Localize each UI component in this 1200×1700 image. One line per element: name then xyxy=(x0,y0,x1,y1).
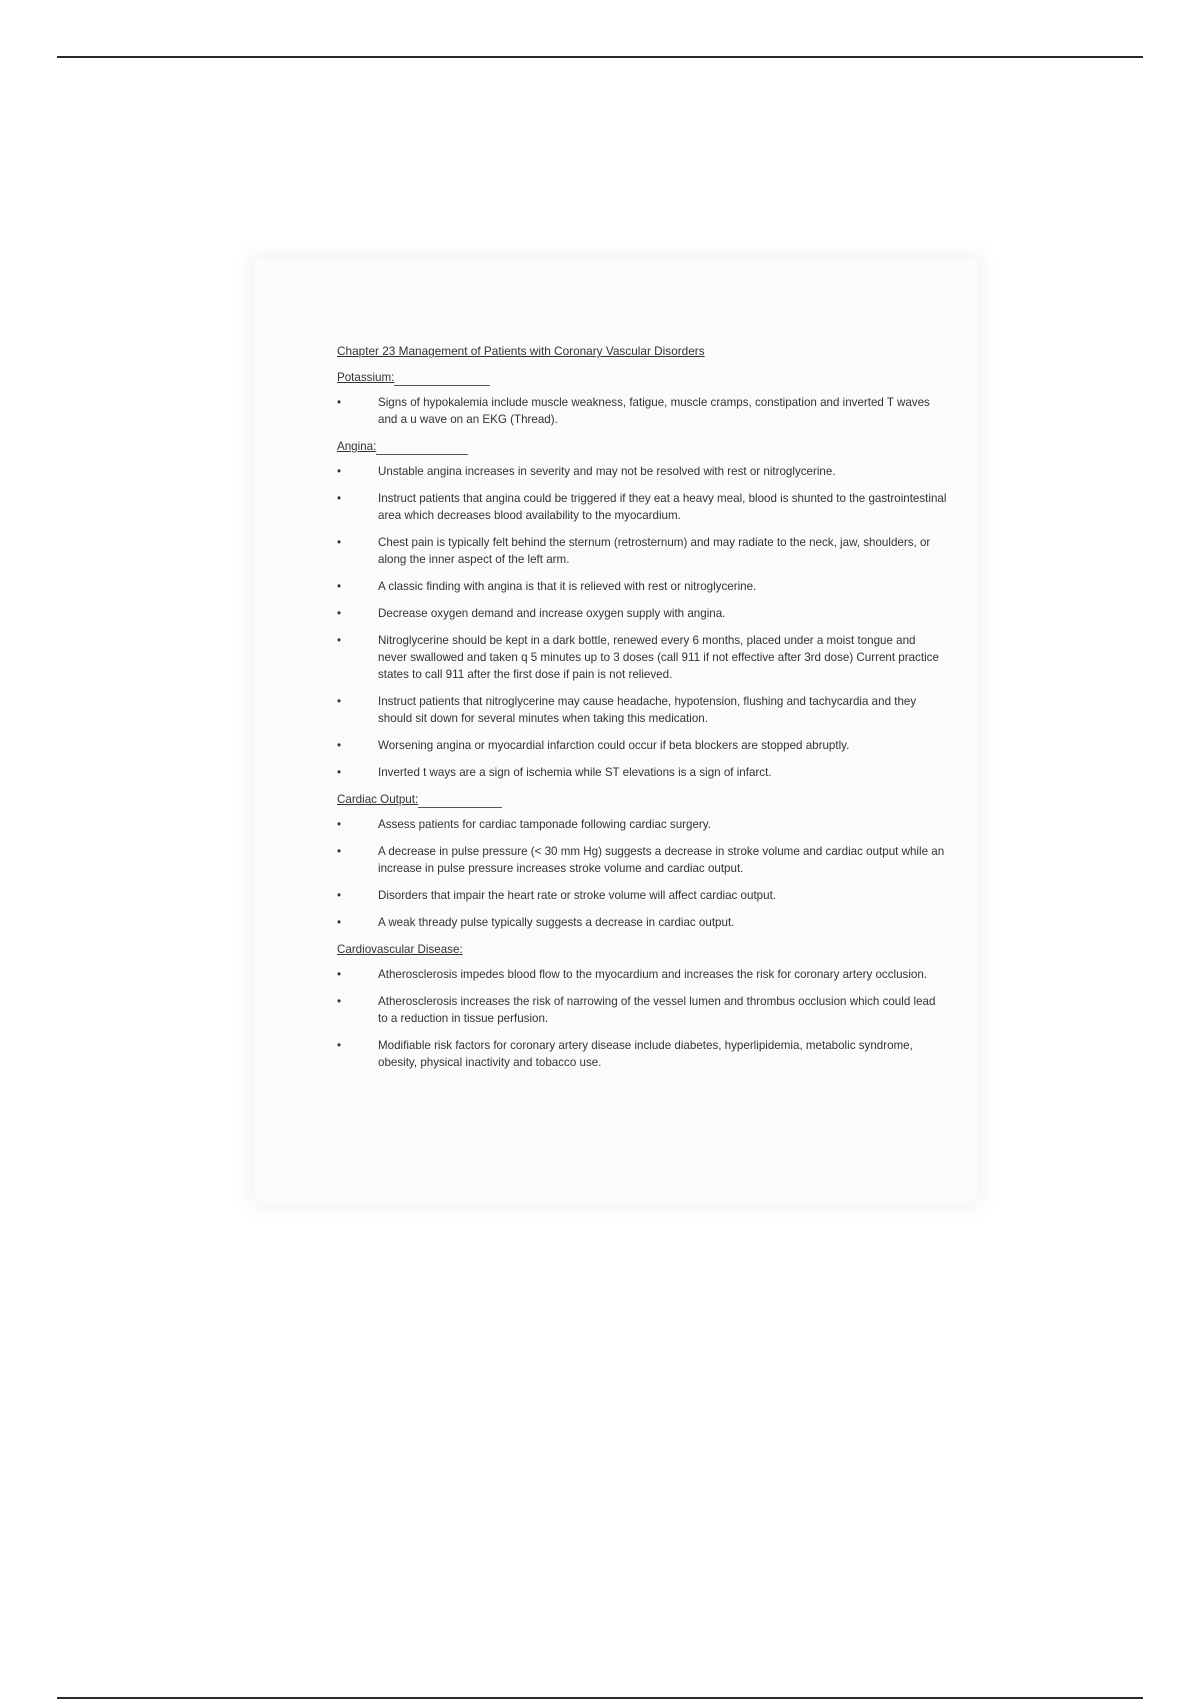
list-item-text: Disorders that impair the heart rate or stroke volume will affect cardiac output. xyxy=(378,889,777,902)
heading-underline xyxy=(376,441,468,455)
bullet-icon: • xyxy=(337,845,342,858)
bullet-icon: • xyxy=(337,818,342,831)
list-item-text: Chest pain is typically felt behind the sternum (retrosternum) and may radiate to the neck, jaw, shoulders, or along the inner aspect of the left arm. xyxy=(378,536,931,566)
bullet-icon: • xyxy=(337,580,342,593)
document-title: Chapter 23 Management of Patients with Coronary Vascular Disorders xyxy=(337,344,705,358)
bullet-icon: • xyxy=(337,536,342,549)
list-item-text: Decrease oxygen demand and increase oxygen supply with angina. xyxy=(378,607,726,620)
list-item-text: Inverted t ways are a sign of ischemia while ST elevations is a sign of infarct. xyxy=(378,766,772,779)
list-item-text: Nitroglycerine should be kept in a dark bottle, renewed every 6 months, placed under a moist tongue and never swallowed and taken q 5 minutes up to 3 doses (call 911 if not effective after 3rd dose) Current practice states to call 911 after the first dose if pain is not relieved. xyxy=(378,634,939,681)
list-item xyxy=(337,887,947,904)
list-item-text: A classic finding with angina is that it is relieved with rest or nitroglycerine. xyxy=(378,580,757,593)
bullet-icon: • xyxy=(337,492,342,505)
list-item-text: Unstable angina increases in severity and may not be resolved with rest or nitroglycerine. xyxy=(378,465,836,478)
bullet-list xyxy=(337,816,947,931)
list-item xyxy=(337,605,947,622)
heading-underline xyxy=(418,794,502,808)
list-item xyxy=(337,966,947,983)
bullet-list xyxy=(337,394,947,428)
list-item-text: Worsening angina or myocardial infarction could occur if beta blockers are stopped abruptly. xyxy=(378,739,850,752)
bullet-icon: • xyxy=(337,995,342,1008)
section-heading-row xyxy=(337,791,947,808)
list-item xyxy=(337,737,947,754)
list-item-text: Instruct patients that angina could be triggered if they eat a heavy meal, blood is shunted to the gastrointestinal area which decreases blood availability to the myocardium. xyxy=(378,492,947,522)
section-heading-row xyxy=(337,369,947,386)
bullet-icon: • xyxy=(337,1039,342,1052)
bullet-icon: • xyxy=(337,396,342,409)
list-item xyxy=(337,578,947,595)
list-item-text: Atherosclerosis increases the risk of narrowing of the vessel lumen and thrombus occlusion which could lead to a reduction in tissue perfusion. xyxy=(378,995,936,1025)
list-item xyxy=(337,816,947,833)
list-item xyxy=(337,993,947,1027)
list-item xyxy=(337,764,947,781)
list-item xyxy=(337,914,947,931)
bullet-icon: • xyxy=(337,739,342,752)
list-item-text: Instruct patients that nitroglycerine may cause headache, hypotension, flushing and tachycardia and they should sit down for several minutes when taking this medication. xyxy=(378,695,917,725)
section-heading-row xyxy=(337,941,947,958)
list-item-text: Modifiable risk factors for coronary artery disease include diabetes, hyperlipidemia, metabolic syndrome, obesity, physical inactivity and tobacco use. xyxy=(378,1039,913,1069)
bullet-icon: • xyxy=(337,465,342,478)
list-item xyxy=(337,1037,947,1071)
document-page-image xyxy=(255,258,977,1203)
bullet-icon: • xyxy=(337,607,342,620)
section-heading: Potassium: xyxy=(337,371,395,384)
heading-underline xyxy=(394,372,490,386)
bottom-rule xyxy=(57,1697,1143,1699)
list-item xyxy=(337,463,947,480)
bullet-icon: • xyxy=(337,968,342,981)
top-rule xyxy=(57,56,1143,58)
list-item-text: A decrease in pulse pressure (< 30 mm Hg) suggests a decrease in stroke volume and cardiac output while an increase in pulse pressure increases stroke volume and cardiac output. xyxy=(378,845,945,875)
section-heading: Cardiac Output: xyxy=(337,793,419,806)
section-heading-row xyxy=(337,438,947,455)
list-item-text: Assess patients for cardiac tamponade following cardiac surgery. xyxy=(378,818,711,831)
list-item xyxy=(337,534,947,568)
list-item xyxy=(337,693,947,727)
list-item-text: Atherosclerosis impedes blood flow to the myocardium and increases the risk for coronary artery occlusion. xyxy=(378,968,928,981)
list-item xyxy=(337,632,947,683)
bullet-icon: • xyxy=(337,695,342,708)
bullet-list xyxy=(337,463,947,781)
bullet-icon: • xyxy=(337,889,342,902)
bullet-list xyxy=(337,966,947,1071)
bullet-icon: • xyxy=(337,916,342,929)
list-item-text: Signs of hypokalemia include muscle weakness, fatigue, muscle cramps, constipation and inverted T waves and a u wave on an EKG (Thread). xyxy=(378,396,930,426)
section-heading: Angina: xyxy=(337,440,377,453)
bullet-icon: • xyxy=(337,634,342,647)
list-item xyxy=(337,394,947,428)
document-content xyxy=(337,343,947,1081)
list-item-text: A weak thready pulse typically suggests a decrease in cardiac output. xyxy=(378,916,735,929)
bullet-icon: • xyxy=(337,766,342,779)
list-item xyxy=(337,490,947,524)
document-sections xyxy=(337,369,947,1071)
section-heading: Cardiovascular Disease: xyxy=(337,943,463,956)
list-item xyxy=(337,843,947,877)
